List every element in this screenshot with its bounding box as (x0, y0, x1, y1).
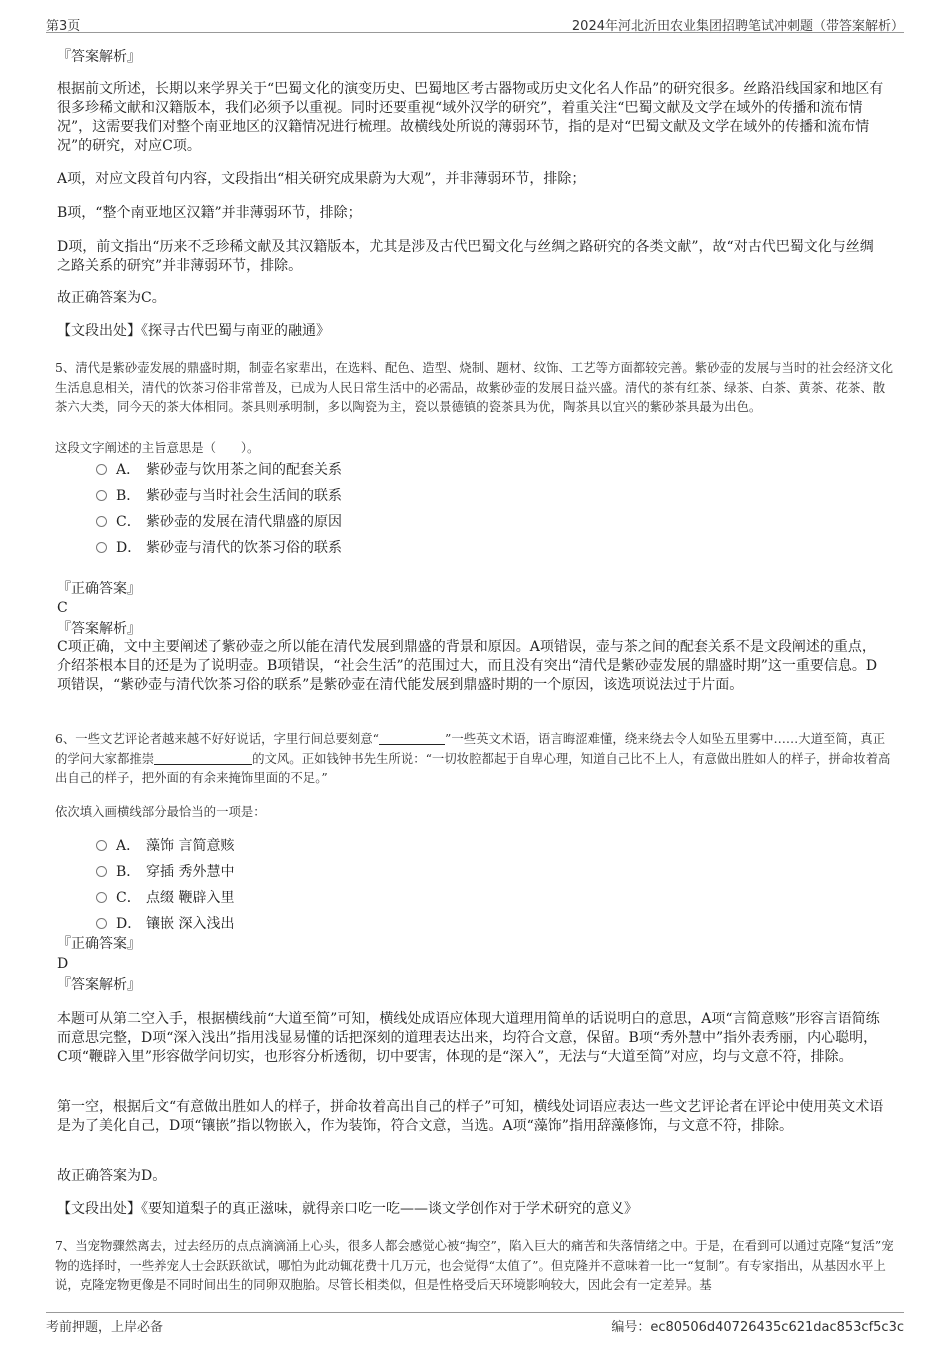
radio-icon[interactable] (96, 464, 107, 475)
q6-analysis-label: 『答案解析』 (57, 977, 141, 993)
q6-blank-1 (379, 731, 445, 745)
radio-icon[interactable] (96, 866, 107, 877)
q6-source: 【文段出处】《要知道梨子的真正滋味，就得亲口吃一吃——谈文学创作对于学术研究的意义》 (57, 1201, 638, 1217)
radio-icon[interactable] (96, 840, 107, 851)
q6-option-b[interactable]: B． 穿插 秀外慧中 (96, 863, 234, 882)
q6-answer-label: 『正确答案』 (57, 936, 141, 952)
q6-answer: D (57, 956, 69, 972)
q6-question: 依次填入画横线部分最恰当的一项是： (55, 804, 266, 819)
document-code: 编号：ec80506d40726435c621dac853cf5c3c (611, 1320, 904, 1335)
q6-option-c[interactable]: C． 点缀 鞭辟入里 (96, 889, 234, 908)
q6-option-d[interactable]: D． 镶嵌 深入浅出 (96, 915, 234, 934)
q6-analysis-para2: 第一空，根据后文“有意做出胜如人的样子，拼命妆着高出自己的样子”可知，横线处词语应表达一些文艺评论者在评论中使用英文术语是为了美化自己，D项“镶嵌”指以物嵌入，作为装饰，符合文意，当选。A项“藻饰”指用辞藻修饰，与文意不符，排除。 (57, 1099, 884, 1134)
q6-blank-2 (154, 751, 252, 765)
q5-question: 这段文字阐述的主旨意思是（ ）。 (55, 440, 260, 455)
page-header (46, 12, 904, 33)
q4-source: 【文段出处】《探寻古代巴蜀与南亚的融通》 (57, 323, 330, 339)
q6-correct-answer: 故正确答案为D。 (57, 1168, 167, 1184)
radio-icon[interactable] (96, 490, 107, 501)
radio-icon[interactable] (96, 892, 107, 903)
q5-answer-label: 『正确答案』 (57, 581, 141, 597)
q6-option-a[interactable]: A． 藻饰 言简意赅 (96, 837, 234, 856)
q5-option-a[interactable]: A． 紫砂壶与饮用茶之间的配套关系 (96, 461, 342, 480)
radio-icon[interactable] (96, 516, 107, 527)
radio-icon[interactable] (96, 542, 107, 553)
q6-analysis-para1: 本题可从第二空入手，根据横线前“大道至简”可知，横线处成语应体现大道理用简单的话说明白的意思，A项“言简意赅”形容言语简练而意思完整，D项“深入浅出”指用浅显易懂的话把深刻的道理表达出来，均符合文意，保留。B项“秀外慧中”指外表秀丽，内心聪明，C项“鞭辟入里”形容做学问切实，也形容分析透彻，切中要害，体现的是“深入”，无法与“大道至简”对应，均与文意不符，排除。 (57, 1011, 880, 1065)
page-footer (46, 1312, 904, 1333)
q4-analysis-para1: 根据前文所述，长期以来学界关于“巴蜀文化的演变历史、巴蜀地区考古器物或历史文化名人作品”的研究很多。丝路沿线国家和地区有很多珍稀文献和汉籍版本，我们必须予以重视。同时还要重视“域外汉学的研究”，着重关注“巴蜀文献及文学在域外的传播和流布情况”，这需要我们对整个南亚地区的汉籍情况进行梳理。故横线处所说的薄弱环节，指的是对“巴蜀文献及文学在域外的传播和流布情况”的研究，对应C项。 (57, 81, 884, 154)
q5-stem: 5、清代是紫砂壶发展的鼎盛时期，制壶名家辈出，在选料、配色、造型、烧制、题材、纹饰、工艺等方面都较完善。紫砂壶的发展与当时的社会经济文化生活息息相关，清代的饮茶习俗非常普及，已成为人民日常生活中的必需品，故紫砂壶的发展日益兴盛。清代的茶有红茶、绿茶、白茶、黄茶、花茶、散茶六大类，同今天的茶大体相同。茶具则承明制，多以陶瓷为主，瓷以景德镇的瓷茶具为优，陶茶具以宜兴的紫砂茶具最为出色。 (55, 360, 894, 414)
document-title: 2024年河北沂田农业集团招聘笔试冲刺题（带答案解析） (571, 19, 904, 34)
q4-analysis-para2: A项，对应文段首句内容，文段指出“相关研究成果蔚为大观”，并非薄弱环节，排除； (57, 171, 586, 187)
q7-stem: 7、当宠物骤然离去，过去经历的点点滴滴涌上心头，很多人都会感觉心被“掏空”，陷入巨大的痛苦和失落情绪之中。于是，在看到可以通过克隆“复活”宠物的选择时，一些养宠人士会跃跃欲试，哪怕为此动辄花费十几万元，也会觉得“太值了”。但克隆并不意味着一比一“复制”。有专家指出，从基因水平上说，克隆宠物更像是不同时间出生的同卵双胞胎。尽管长相类似，但是性格受后天环境影响较大，因此会有一定差异。基 (55, 1238, 894, 1292)
q5-option-d[interactable]: D． 紫砂壶与清代的饮茶习俗的联系 (96, 539, 342, 558)
q5-option-b[interactable]: B． 紫砂壶与当时社会生活间的联系 (96, 487, 342, 506)
q5-option-c[interactable]: C． 紫砂壶的发展在清代鼎盛的原因 (96, 513, 342, 532)
q6-stem: 6、一些文艺评论者越来越不好好说话，字里行间总要刻意“ ”一些英文术语，语言晦涩难懂，绕来绕去令人如坠五里雾中……大道至简，真正的学问大家都推崇 的文风。正如钱钟书先生所说：“一切妆腔都起于自卑心理，知道自己比不上人，有意做出胜如人的样子，拼命妆着高出自己的样子，把外面的有余来掩饰里面的不足。” (55, 731, 891, 785)
q5-analysis: C项正确，文中主要阐述了紫砂壶之所以能在清代发展到鼎盛的背景和原因。A项错误，壶与茶之间的配套关系不是文段阐述的重点，介绍茶根本目的还是为了说明壶。B项错误，“社会生活”的范围过大，而且没有突出“清代是紫砂壶发展的鼎盛时期”这一重要信息。D项错误，“紫砂壶与清代饮茶习俗的联系”是紫砂壶在清代能发展到鼎盛时期的一个原因，该选项说法过于片面。 (57, 639, 878, 693)
q5-answer: C (57, 600, 68, 616)
q4-analysis-para3: B项，“整个南亚地区汉籍”并非薄弱环节，排除； (57, 205, 362, 221)
footer-slogan: 考前押题，上岸必备 (46, 1320, 164, 1335)
page-number: 第3页 (46, 19, 81, 34)
q5-analysis-label: 『答案解析』 (57, 621, 141, 637)
q4-analysis-label: 『答案解析』 (57, 49, 141, 65)
q4-analysis-para4: D项，前文指出“历来不乏珍稀文献及其汉籍版本，尤其是涉及古代巴蜀文化与丝绸之路研究的各类文献”，故“对古代巴蜀文化与丝绸之路关系的研究”并非薄弱环节，排除。 (57, 239, 874, 274)
radio-icon[interactable] (96, 918, 107, 929)
q4-correct-answer: 故正确答案为C。 (57, 290, 166, 306)
